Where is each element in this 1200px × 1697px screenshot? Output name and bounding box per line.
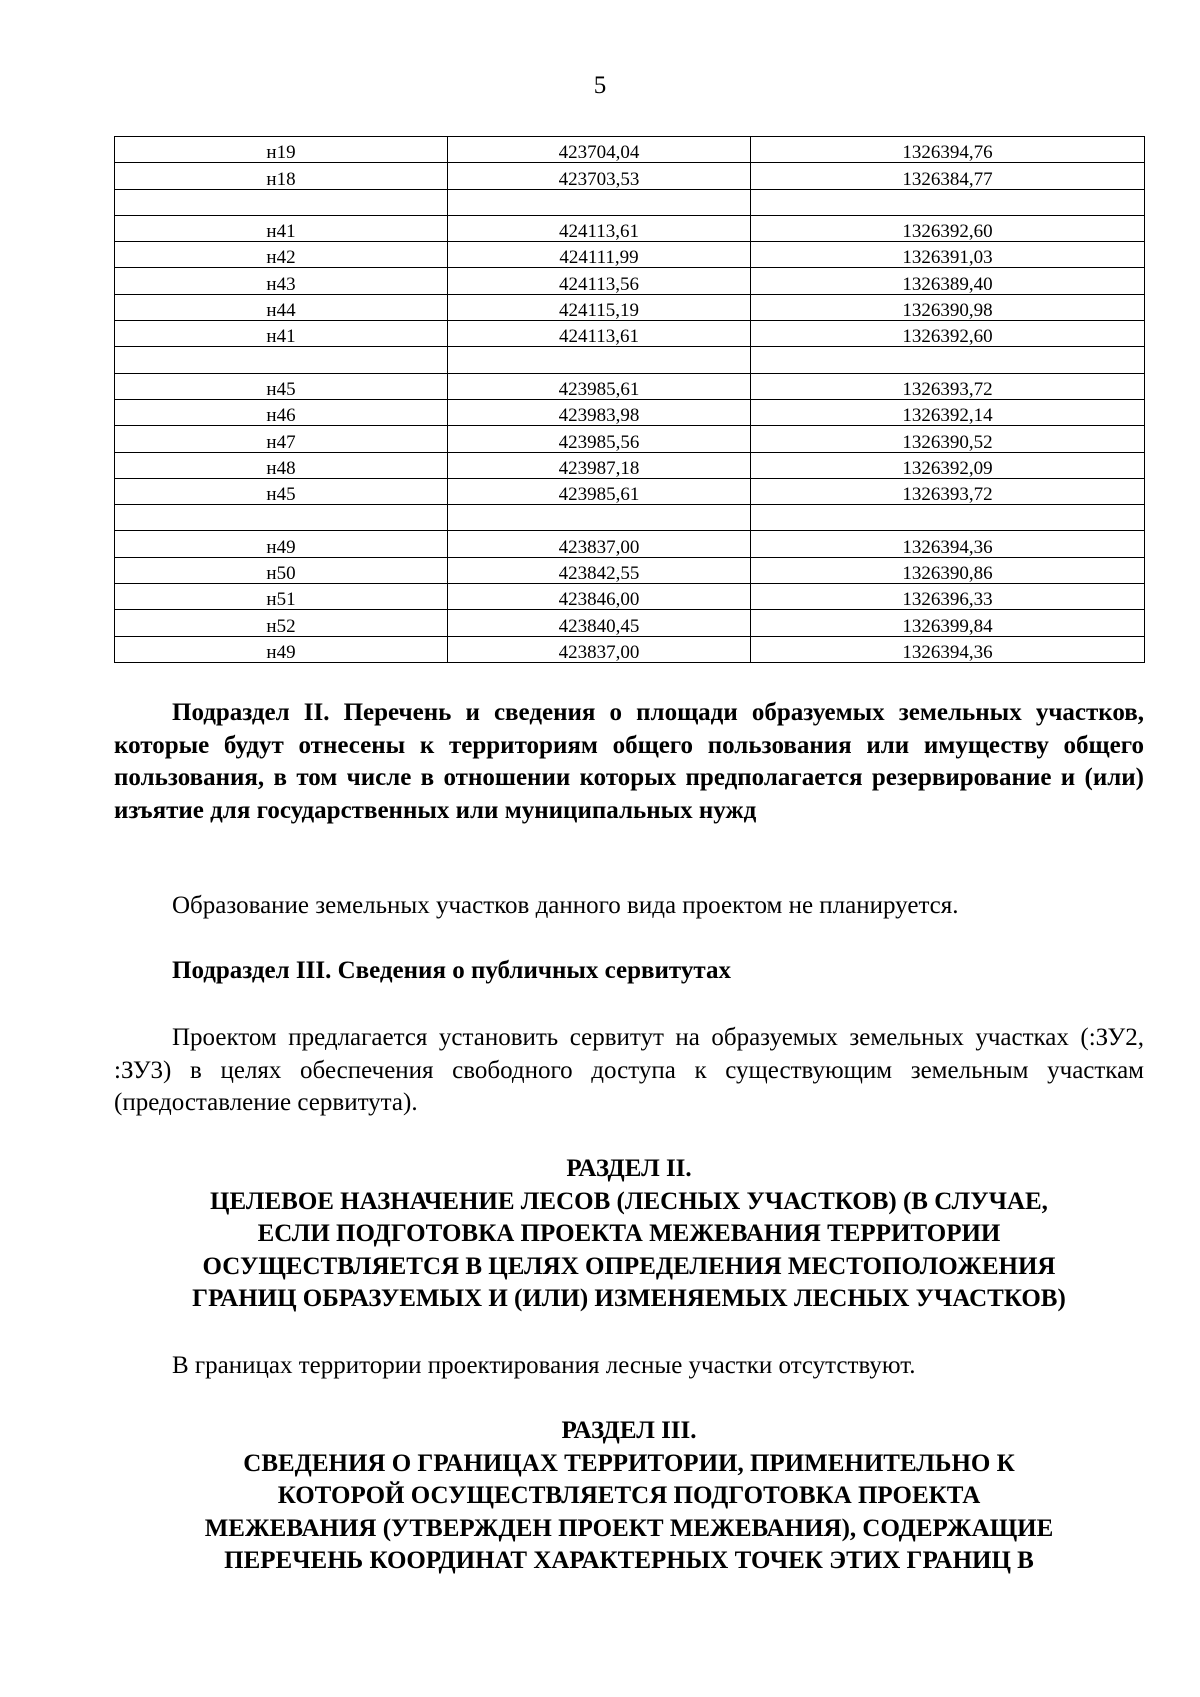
x-coordinate-cell: 423985,56: [448, 426, 751, 452]
coordinates-table: [114, 136, 1145, 663]
x-coordinate-cell: 423837,00: [448, 636, 751, 662]
point-name-cell: н41: [115, 215, 448, 241]
point-name-cell: н51: [115, 584, 448, 610]
y-coordinate-cell: [751, 505, 1145, 531]
coordinates-table-body: [115, 137, 1145, 663]
x-coordinate-cell: 424113,61: [448, 215, 751, 241]
x-coordinate-cell: [448, 347, 751, 373]
table-row: [115, 478, 1145, 504]
table-row: [115, 610, 1145, 636]
x-coordinate-cell: 424113,61: [448, 321, 751, 347]
x-coordinate-cell: 423840,45: [448, 610, 751, 636]
y-coordinate-cell: 1326394,36: [751, 531, 1145, 557]
y-coordinate-cell: [751, 347, 1145, 373]
y-coordinate-cell: 1326390,98: [751, 294, 1145, 320]
x-coordinate-cell: 424113,56: [448, 268, 751, 294]
table-row: [115, 321, 1145, 347]
subsection-2-text: Образование земельных участков данного вида проектом не планируется.: [172, 892, 959, 919]
section-2-heading: [114, 1153, 1144, 1316]
table-row: [115, 189, 1145, 215]
table-row: [115, 426, 1145, 452]
section-3-heading-line: КОТОРОЙ ОСУЩЕСТВЛЯЕТСЯ ПОДГОТОВКА ПРОЕКТА: [277, 1482, 981, 1509]
x-coordinate-cell: 423846,00: [448, 584, 751, 610]
point-name-cell: н41: [115, 321, 448, 347]
point-name-cell: н45: [115, 373, 448, 399]
x-coordinate-cell: 423987,18: [448, 452, 751, 478]
table-row: [115, 215, 1145, 241]
y-coordinate-cell: 1326393,72: [751, 373, 1145, 399]
table-row: [115, 399, 1145, 425]
section-2-heading-line: РАЗДЕЛ II.: [566, 1155, 692, 1182]
table-row: [115, 584, 1145, 610]
section-2-heading-line: ОСУЩЕСТВЛЯЕТСЯ В ЦЕЛЯХ ОПРЕДЕЛЕНИЯ МЕСТОПОЛОЖЕНИЯ: [202, 1252, 1056, 1280]
x-coordinate-cell: 423704,04: [448, 137, 751, 163]
table-row: [115, 505, 1145, 531]
y-coordinate-cell: 1326396,33: [751, 584, 1145, 610]
point-name-cell: н19: [115, 137, 448, 163]
section-3-heading-line: МЕЖЕВАНИЯ (УТВЕРЖДЕН ПРОЕКТ МЕЖЕВАНИЯ), СОДЕРЖАЩИЕ: [204, 1514, 1054, 1542]
x-coordinate-cell: 423983,98: [448, 399, 751, 425]
y-coordinate-cell: [751, 189, 1145, 215]
table-row: [115, 137, 1145, 163]
point-name-cell: н43: [115, 268, 448, 294]
y-coordinate-cell: 1326390,86: [751, 557, 1145, 583]
point-name-cell: н45: [115, 478, 448, 504]
table-row: [115, 268, 1145, 294]
section-2-heading-line: ГРАНИЦ ОБРАЗУЕМЫХ И (ИЛИ) ИЗМЕНЯЕМЫХ ЛЕСНЫХ УЧАСТКОВ): [192, 1285, 1066, 1312]
table-row: [115, 636, 1145, 662]
y-coordinate-cell: 1326392,14: [751, 399, 1145, 425]
x-coordinate-cell: 423985,61: [448, 478, 751, 504]
table-row: [115, 163, 1145, 189]
x-coordinate-cell: 423842,55: [448, 557, 751, 583]
x-coordinate-cell: 423985,61: [448, 373, 751, 399]
section-3-heading: [114, 1415, 1144, 1578]
subsection-2-heading: Подраздел II. Перечень и сведения о площади образуемых земельных участков, которые будут отнесены к территориям общего пользования или имуществу общего пользования, в том числе в отношении которых предполагается резервирование и (или) изъятие для государственных или муниципальных нужд: [114, 699, 1144, 824]
page-number: 5: [593, 72, 607, 99]
point-name-cell: н18: [115, 163, 448, 189]
y-coordinate-cell: 1326390,52: [751, 426, 1145, 452]
x-coordinate-cell: 424115,19: [448, 294, 751, 320]
y-coordinate-cell: 1326391,03: [751, 242, 1145, 268]
y-coordinate-cell: 1326392,60: [751, 321, 1145, 347]
y-coordinate-cell: 1326384,77: [751, 163, 1145, 189]
x-coordinate-cell: 423703,53: [448, 163, 751, 189]
subsection-3-text: Проектом предлагается установить сервитут на образуемых земельных участках (:ЗУ2, :ЗУ3) в целях обеспечения свободного доступа к существующим земельным участкам (предоставление сервитута).: [114, 1024, 1144, 1116]
point-name-cell: н44: [115, 294, 448, 320]
table-row: [115, 347, 1145, 373]
x-coordinate-cell: [448, 189, 751, 215]
table-row: [115, 242, 1145, 268]
point-name-cell: н48: [115, 452, 448, 478]
section-3-heading-line: СВЕДЕНИЯ О ГРАНИЦАХ ТЕРРИТОРИИ, ПРИМЕНИТЕЛЬНО К: [243, 1449, 1015, 1477]
y-coordinate-cell: 1326399,84: [751, 610, 1145, 636]
point-name-cell: [115, 347, 448, 373]
point-name-cell: н52: [115, 610, 448, 636]
point-name-cell: н50: [115, 557, 448, 583]
table-row: [115, 531, 1145, 557]
point-name-cell: н46: [115, 399, 448, 425]
section-3-heading-line: ПЕРЕЧЕНЬ КООРДИНАТ ХАРАКТЕРНЫХ ТОЧЕК ЭТИХ ГРАНИЦ В: [224, 1547, 1034, 1574]
y-coordinate-cell: 1326392,60: [751, 215, 1145, 241]
section-2-heading-line: ЕСЛИ ПОДГОТОВКА ПРОЕКТА МЕЖЕВАНИЯ ТЕРРИТОРИИ: [257, 1220, 1001, 1247]
point-name-cell: н47: [115, 426, 448, 452]
x-coordinate-cell: 423837,00: [448, 531, 751, 557]
y-coordinate-cell: 1326393,72: [751, 478, 1145, 504]
section-2-text: В границах территории проектирования лесные участки отсутствуют.: [172, 1352, 916, 1379]
subsection-3-heading: Подраздел III. Сведения о публичных сервитутах: [172, 957, 731, 984]
table-row: [115, 452, 1145, 478]
point-name-cell: н49: [115, 531, 448, 557]
table-row: [115, 294, 1145, 320]
y-coordinate-cell: 1326392,09: [751, 452, 1145, 478]
point-name-cell: н49: [115, 636, 448, 662]
section-3-heading-line: РАЗДЕЛ III.: [561, 1417, 697, 1444]
x-coordinate-cell: 424111,99: [448, 242, 751, 268]
y-coordinate-cell: 1326394,36: [751, 636, 1145, 662]
point-name-cell: [115, 505, 448, 531]
y-coordinate-cell: 1326394,76: [751, 137, 1145, 163]
point-name-cell: н42: [115, 242, 448, 268]
table-row: [115, 557, 1145, 583]
table-row: [115, 373, 1145, 399]
section-2-heading-line: ЦЕЛЕВОЕ НАЗНАЧЕНИЕ ЛЕСОВ (ЛЕСНЫХ УЧАСТКОВ) (В СЛУЧАЕ,: [210, 1187, 1048, 1215]
point-name-cell: [115, 189, 448, 215]
y-coordinate-cell: 1326389,40: [751, 268, 1145, 294]
x-coordinate-cell: [448, 505, 751, 531]
